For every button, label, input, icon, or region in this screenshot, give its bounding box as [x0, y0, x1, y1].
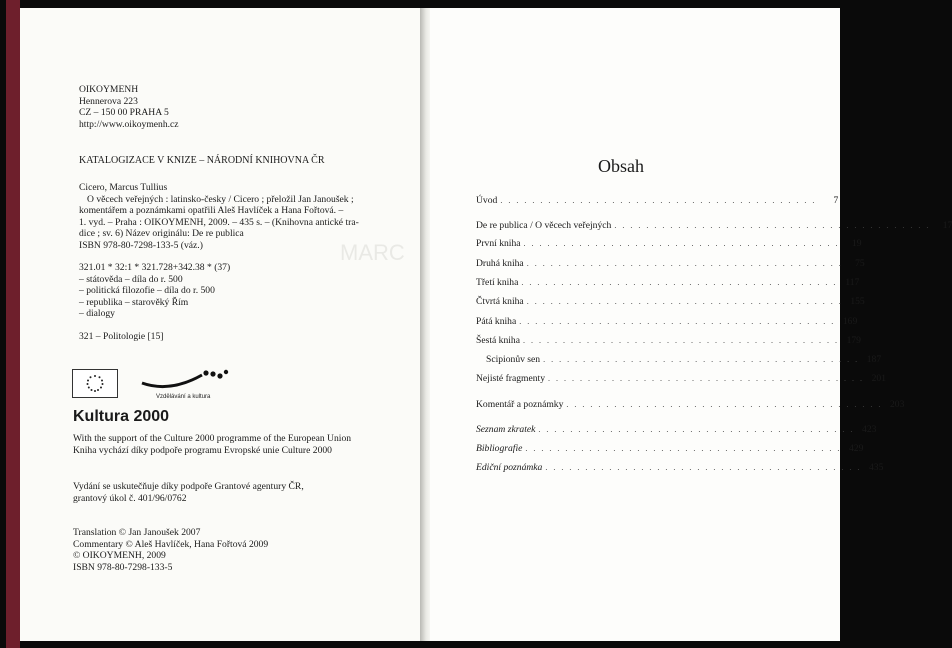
page-title: Obsah [598, 156, 644, 176]
toc-entry-title: Šestá kniha [476, 335, 520, 346]
catalog-line: ISBN 978-80-7298-133-5 (váz.) [79, 239, 203, 251]
toc-entry-page: 155 [850, 296, 865, 307]
toc-entry-page: 19 [851, 238, 862, 249]
toc-entry [476, 399, 905, 413]
class-line: – republika – starověký Řím [79, 296, 189, 308]
publisher-address [79, 84, 179, 130]
catalog-record [79, 182, 359, 252]
class-line: – dialogy [79, 308, 115, 320]
toc-entry-title: Pátá kniha [476, 316, 517, 327]
catalog-line: Cicero, Marcus Tullius [79, 182, 168, 193]
toc-leader: . . . . . . . . . . . . . . . . . . . . . . . . . . . . . . . . . . . . . . . . [500, 196, 817, 205]
toc-entry-title: Úvod [476, 195, 498, 206]
publisher-city: CZ – 150 00 PRAHA 5 [79, 107, 169, 119]
toc-leader: . . . . . . . . . . . . . . . . . . . . . . . . . . . . . . . . . . . . . . . . [543, 355, 860, 364]
grant-statement [73, 481, 304, 504]
toc-leader: . . . . . . . . . . . . . . . . . . . . . . . . . . . . . . . . . . . . . . . . [523, 239, 840, 248]
toc-entry-title: Třetí kniha [476, 277, 519, 288]
toc-leader: . . . . . . . . . . . . . . . . . . . . . . . . . . . . . . . . . . . . . . . . [526, 297, 843, 306]
class-line: 321.01 * 32:1 * 321.728+342.38 * (37) [79, 262, 231, 273]
toc-entry [476, 424, 877, 438]
toc-entry [476, 277, 860, 291]
toc-entry [476, 296, 865, 310]
toc-entry [486, 354, 882, 368]
toc-leader: . . . . . . . . . . . . . . . . . . . . . . . . . . . . . . . . . . . . . . . . [521, 278, 838, 287]
book-gutter [420, 8, 430, 641]
toc-entry-page: 429 [848, 443, 864, 454]
catalog-line: komentářem a poznámkami opatřili Aleš Havlíček a Hana Fořtová. – [79, 205, 344, 217]
toc-entry [476, 195, 839, 209]
toc-entry-page: 201 [871, 373, 886, 384]
toc-entry-page: 75 [855, 258, 865, 269]
toc-entry-title: De re publica / O věcech veřejných [476, 220, 612, 231]
toc-entry-title: Komentář a poznámky [476, 399, 564, 410]
copyright-block [73, 527, 268, 573]
isbn-line: ISBN 978-80-7298-133-5 [73, 561, 173, 573]
catalog-classification [79, 262, 230, 320]
toc-leader: . . . . . . . . . . . . . . . . . . . . . . . . . . . . . . . . . . . . . . . . [566, 400, 883, 409]
catalog-line: O věcech veřejných : latinsko-česky / Cicero ; přeložil Jan Janoušek ; [87, 193, 354, 205]
publisher-street: Hennerova 223 [79, 95, 138, 107]
toc-entry-title: Druhá kniha [476, 258, 524, 269]
show-through-text: MARC [340, 240, 405, 265]
toc-leader: . . . . . . . . . . . . . . . . . . . . . . . . . . . . . . . . . . . . . . . . [519, 317, 836, 326]
toc-entry [476, 316, 858, 330]
toc-entry-page: 187 [866, 354, 882, 365]
toc-entry [476, 443, 864, 457]
toc-entry-page: 169 [842, 316, 858, 327]
grant-line: Vydání se uskutečňuje díky podpoře Grantové agentury ČR, [73, 481, 304, 492]
publisher-url: http://www.oikoymenh.cz [79, 118, 179, 130]
toc-leader: . . . . . . . . . . . . . . . . . . . . . . . . . . . . . . . . . . . . . . . . [614, 221, 931, 230]
culture-programme-logo-icon [140, 369, 250, 409]
class-line: – státověda – díla do r. 500 [79, 273, 183, 285]
sponsor-logos [72, 369, 272, 409]
toc-entry [476, 462, 884, 476]
toc-entry-page: 17 [942, 220, 952, 231]
support-line-en: With the support of the Culture 2000 programme of the European Union [73, 433, 352, 444]
toc-entry-title: Čtvrtá kniha [476, 296, 524, 307]
toc-entry-page: 435 [868, 462, 884, 473]
toc-entry-page: 203 [890, 399, 905, 410]
toc-leader: . . . . . . . . . . . . . . . . . . . . . . . . . . . . . . . . . . . . . . . . [526, 259, 843, 268]
toc-entry-page: 179 [846, 335, 861, 346]
toc-entry-page: 423 [862, 424, 877, 435]
publisher-name: OIKOYMENH [79, 84, 139, 95]
toc-entry-title: Scipionův sen [486, 354, 541, 365]
toc-leader: . . . . . . . . . . . . . . . . . . . . . . . . . . . . . . . . . . . . . . . . [545, 463, 862, 472]
support-statement [73, 433, 351, 456]
support-line-cz: Kniha vychází díky podpoře programu Evropské unie Culture 2000 [73, 444, 332, 456]
grant-line: grantový úkol č. 401/96/0762 [73, 492, 187, 504]
toc-leader: . . . . . . . . . . . . . . . . . . . . . . . . . . . . . . . . . . . . . . . . [522, 336, 839, 345]
toc-entry-title: Seznam zkratek [476, 424, 536, 435]
toc-entry-page: 117 [845, 277, 860, 288]
translation-credit: Translation © Jan Janoušek 2007 [73, 527, 201, 538]
copyright-line: © OIKOYMENH, 2009 [73, 550, 166, 562]
toc-entry [476, 335, 861, 349]
catalog-line: 1. vyd. – Praha : OIKOYMENH, 2009. – 435 s. – (Knihovna antické tra- [79, 216, 359, 228]
catalog-heading: KATALOGIZACE V KNIZE – NÁRODNÍ KNIHOVNA ČR [79, 155, 325, 166]
book-spine [6, 0, 20, 648]
catalog-line: dice ; sv. 6) Název originálu: De re publica [79, 228, 244, 240]
toc-leader: . . . . . . . . . . . . . . . . . . . . . . . . . . . . . . . . . . . . . . . . [538, 425, 855, 434]
toc-entry [476, 258, 865, 272]
toc-entry-title: Bibliografie [476, 443, 523, 454]
commentary-credit: Commentary © Aleš Havlíček, Hana Fořtová 2009 [73, 538, 269, 550]
toc-leader: . . . . . . . . . . . . . . . . . . . . . . . . . . . . . . . . . . . . . . . . [548, 374, 864, 383]
toc-leader: . . . . . . . . . . . . . . . . . . . . . . . . . . . . . . . . . . . . . . . . [525, 444, 842, 453]
toc-entry [476, 238, 862, 252]
toc-entry-title: První kniha [476, 238, 521, 249]
toc-entry-page: 7 [833, 195, 839, 206]
toc-entry [476, 220, 952, 234]
logo-caption: Vzdělávání a kultura [156, 394, 211, 400]
toc-entry-title: Ediční poznámka [476, 462, 543, 473]
class-line: – politická filozofie – díla do r. 500 [79, 285, 215, 297]
toc-entry [476, 373, 886, 387]
toc-entry-title: Nejisté fragmenty [476, 373, 545, 384]
catalog-subject: 321 – Politologie [15] [79, 331, 164, 342]
program-title: Kultura 2000 [73, 408, 170, 425]
eu-flag-icon [72, 369, 118, 398]
